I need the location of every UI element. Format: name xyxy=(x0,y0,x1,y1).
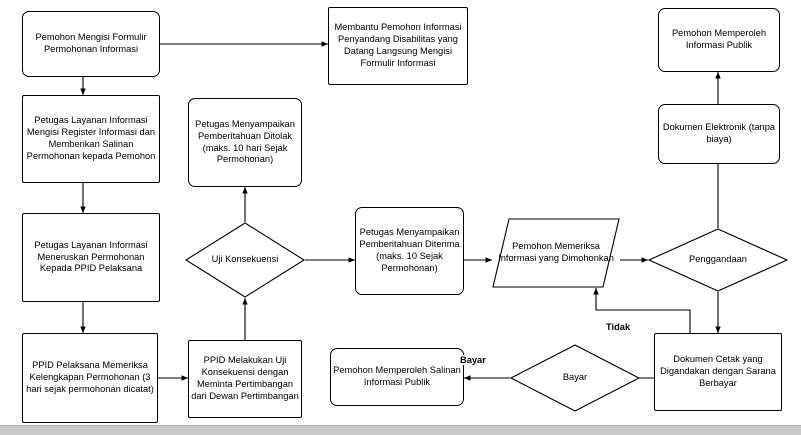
node-label: Bayar xyxy=(562,372,588,383)
node-penggandaan xyxy=(648,228,788,292)
node-label: Petugas Menyampaikan Pemberitahuan Ditolak (maks. 10 hari Sejak Permohonan) xyxy=(195,118,295,165)
node-dokumen-elektronik xyxy=(658,104,780,164)
node-label: Uji Konsekuensi xyxy=(211,254,279,265)
node-membantu-penyandang-disabilitas xyxy=(328,7,468,85)
edge-label-tidak: Tidak xyxy=(606,322,631,332)
node-ppid-melakukan-uji-konsekuensi xyxy=(188,340,302,418)
node-pemberitahuan-diterima xyxy=(355,207,464,295)
node-pemohon-mengisi-formulir xyxy=(22,11,160,77)
node-label: Pemohon Memperoleh Informasi Publik xyxy=(671,28,767,50)
node-label: PPID Pelaksana Memeriksa Kelengkapan Permohonan (3 hari sejak permohonan dicatat) xyxy=(26,360,154,394)
node-label: Pemohon Memeriksa Informasi yang Dimohonkan xyxy=(498,241,614,263)
node-uji-konsekuensi xyxy=(185,222,305,298)
node-meneruskan-ke-ppid-pelaksana xyxy=(22,213,160,302)
node-label: Petugas Layanan Informasi Meneruskan Permohonan Kepada PPID Pelaksana xyxy=(34,239,148,274)
node-pemohon-memperoleh-informasi-publik xyxy=(658,8,780,72)
node-ppid-memeriksa-kelengkapan xyxy=(22,333,158,423)
node-label: PPID Melakukan Uji Konsekuensi dengan Meminta Pertimbangan dari Dewan Pertimbangan xyxy=(191,355,299,401)
edge-label-bayar-left: Bayar xyxy=(460,355,486,365)
node-pemberitahuan-ditolak xyxy=(188,98,302,187)
node-petugas-mengisi-register xyxy=(22,95,160,183)
node-label: Dokumen Cetak yang Digandakan dengan Sarana Berbayar xyxy=(660,354,776,388)
node-pemohon-memperoleh-salinan xyxy=(330,348,464,406)
node-label: Pemohon Mengisi Formulir Permohonan Informasi xyxy=(35,32,147,54)
node-label: Petugas Layanan Informasi Mengisi Register Informasi dan Memberikan Salinan Permohonan kepada Pemohon xyxy=(26,115,156,161)
node-label: Membantu Pemohon Informasi Penyandang Disabilitas yang Datang Langsung Mengisi Formulir Informasi xyxy=(334,22,462,68)
node-label: Penggandaan xyxy=(689,254,747,265)
node-dokumen-cetak-berbayar xyxy=(654,333,782,411)
node-label: Petugas Menyampaikan Pemberitahuan Diterima (maks. 10 Sejak Permohonan) xyxy=(359,227,460,273)
node-label: Dokumen Elektronik (tanpa biaya) xyxy=(662,122,776,144)
node-bayar-decision xyxy=(510,344,640,412)
node-pemohon-memeriksa-informasi xyxy=(492,218,620,288)
node-label: Pemohon Memperoleh Salinan Informasi Publik xyxy=(333,365,461,387)
scrollbar-track[interactable] xyxy=(0,425,801,435)
